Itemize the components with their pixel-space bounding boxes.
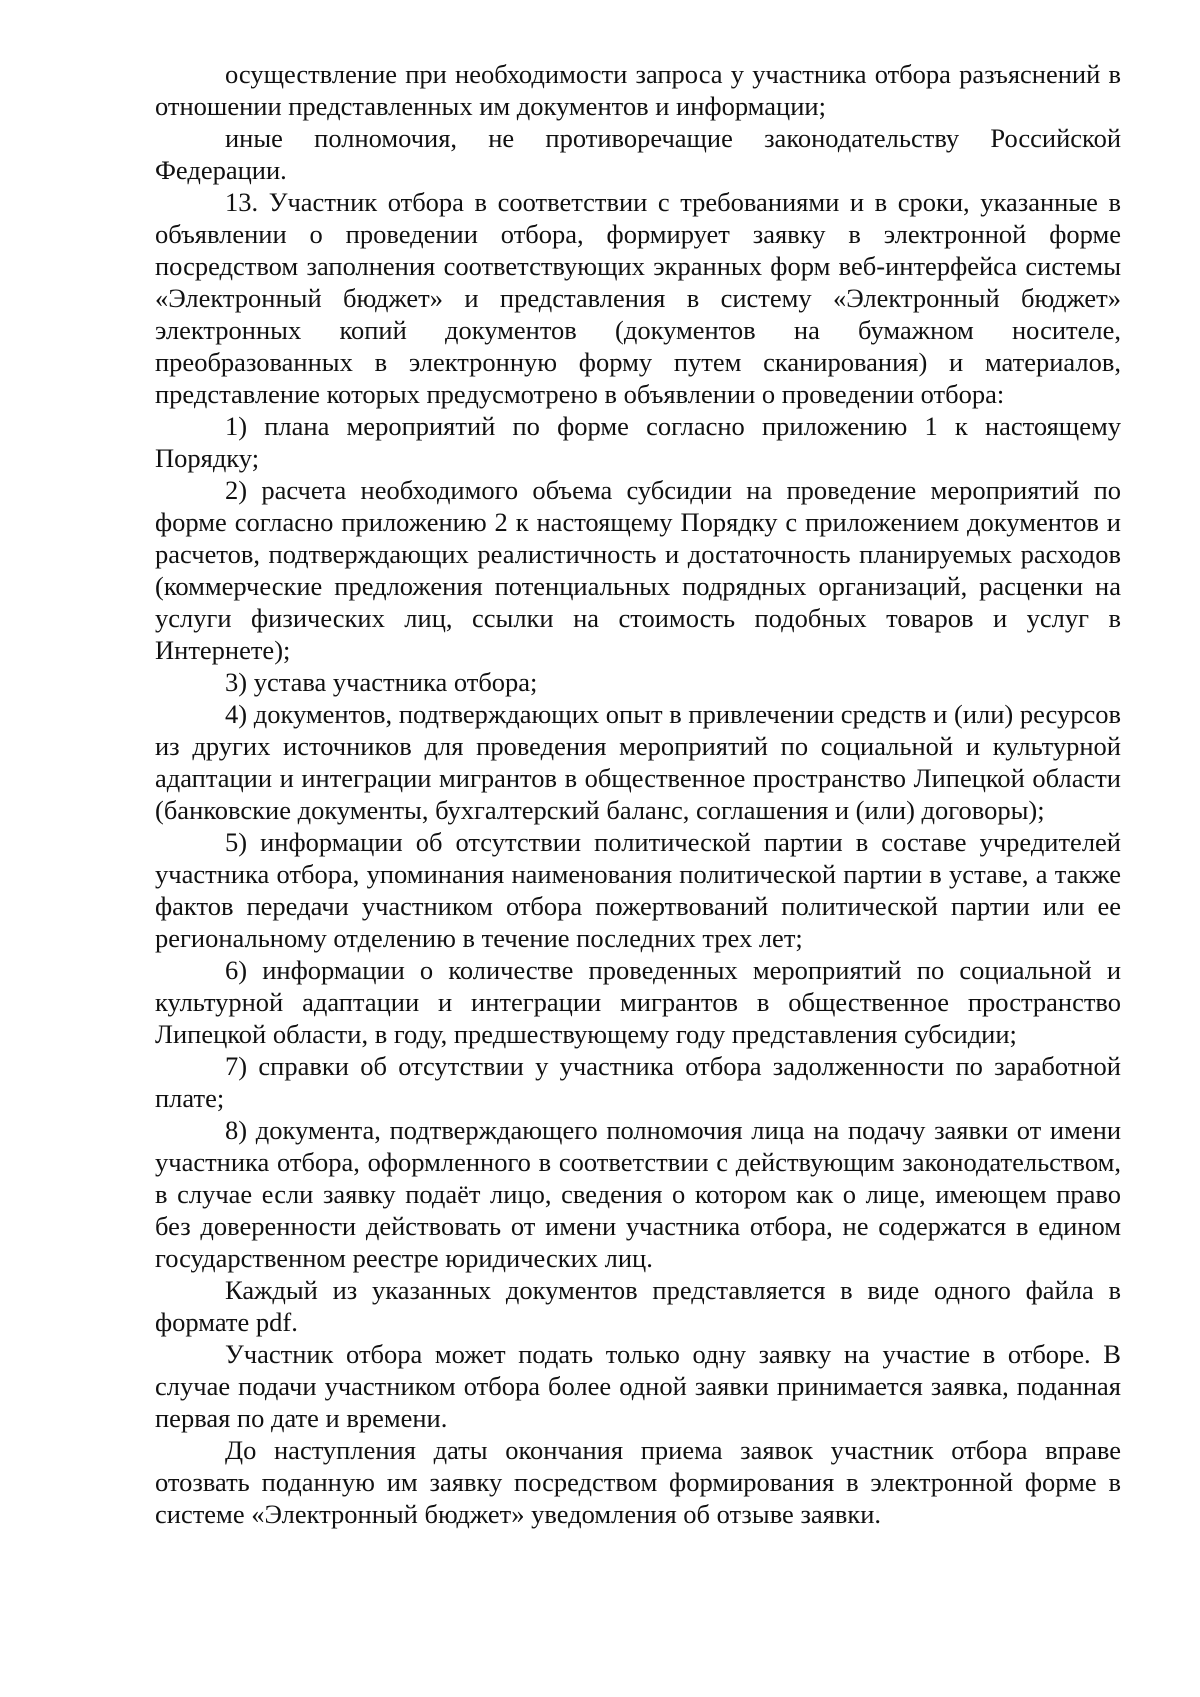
list-item-1: 1) плана мероприятий по форме согласно приложению 1 к настоящему Порядку; [155,411,1121,473]
list-item-7: 7) справки об отсутствии у участника отбора задолженности по заработной плате; [155,1051,1121,1113]
list-item-8: 8) документа, подтверждающего полномочия лица на подачу заявки от имени участника отбора, оформленного в соответствии с действующим законодательством, в случае если заявку подаёт лицо, сведения о котором как о лице, имеющем право без доверенности действовать от имени участника отбора, не содержатся в едином государственном реестре юридических лиц. [155,1115,1121,1273]
list-item-6: 6) информации о количестве проведенных мероприятий по социальной и культурной адаптации и интеграции мигрантов в общественное пространство Липецкой области, в году, предшествующему году представления субсидии; [155,955,1121,1049]
paragraph-withdrawal: До наступления даты окончания приема заявок участник отбора вправе отозвать поданную им заявку посредством формирования в электронной форме в системе «Электронный бюджет» уведомления об отзыве заявки. [155,1435,1121,1529]
document-page [155,58,1121,1530]
paragraph-single-application: Участник отбора может подать только одну заявку на участие в отборе. В случае подачи участником отбора более одной заявки принимается заявка, поданная первая по дате и времени. [155,1339,1121,1433]
list-item-4: 4) документов, подтверждающих опыт в привлечении средств и (или) ресурсов из других источников для проведения мероприятий по социальной и культурной адаптации и интеграции мигрантов в общественное пространство Липецкой области (банковские документы, бухгалтерский баланс, соглашения и (или) договоры); [155,699,1121,825]
paragraph-section-13: 13. Участник отбора в соответствии с требованиями и в сроки, указанные в объявлении о проведении отбора, формирует заявку в электронной форме посредством заполнения соответствующих экранных форм веб-интерфейса системы «Электронный бюджет» и представления в систему «Электронный бюджет» электронных копий документов (документов на бумажном носителе, преобразованных в электронную форму путем сканирования) и материалов, представление которых предусмотрено в объявлении о проведении отбора: [155,187,1121,409]
paragraph-other-powers: иные полномочия, не противоречащие законодательству Российской Федерации. [155,123,1121,185]
list-item-3: 3) устава участника отбора; [225,667,538,697]
paragraph-file-format: Каждый из указанных документов представляется в виде одного файла в формате pdf. [155,1275,1121,1337]
list-item-2: 2) расчета необходимого объема субсидии на проведение мероприятий по форме согласно приложению 2 к настоящему Порядку с приложением документов и расчетов, подтверждающих реалистичность и достаточность планируемых расходов (коммерческие предложения потенциальных подрядных организаций, расценки на услуги физических лиц, ссылки на стоимость подобных товаров и услуг в Интернете); [155,475,1121,665]
paragraph-clarification-request: осуществление при необходимости запроса у участника отбора разъяснений в отношении представленных им документов и информации; [155,59,1121,121]
list-item-5: 5) информации об отсутствии политической партии в составе учредителей участника отбора, упоминания наименования политической партии в уставе, а также фактов передачи участником отбора пожертвований политической партии или ее региональному отделению в течение последних трех лет; [155,827,1121,953]
